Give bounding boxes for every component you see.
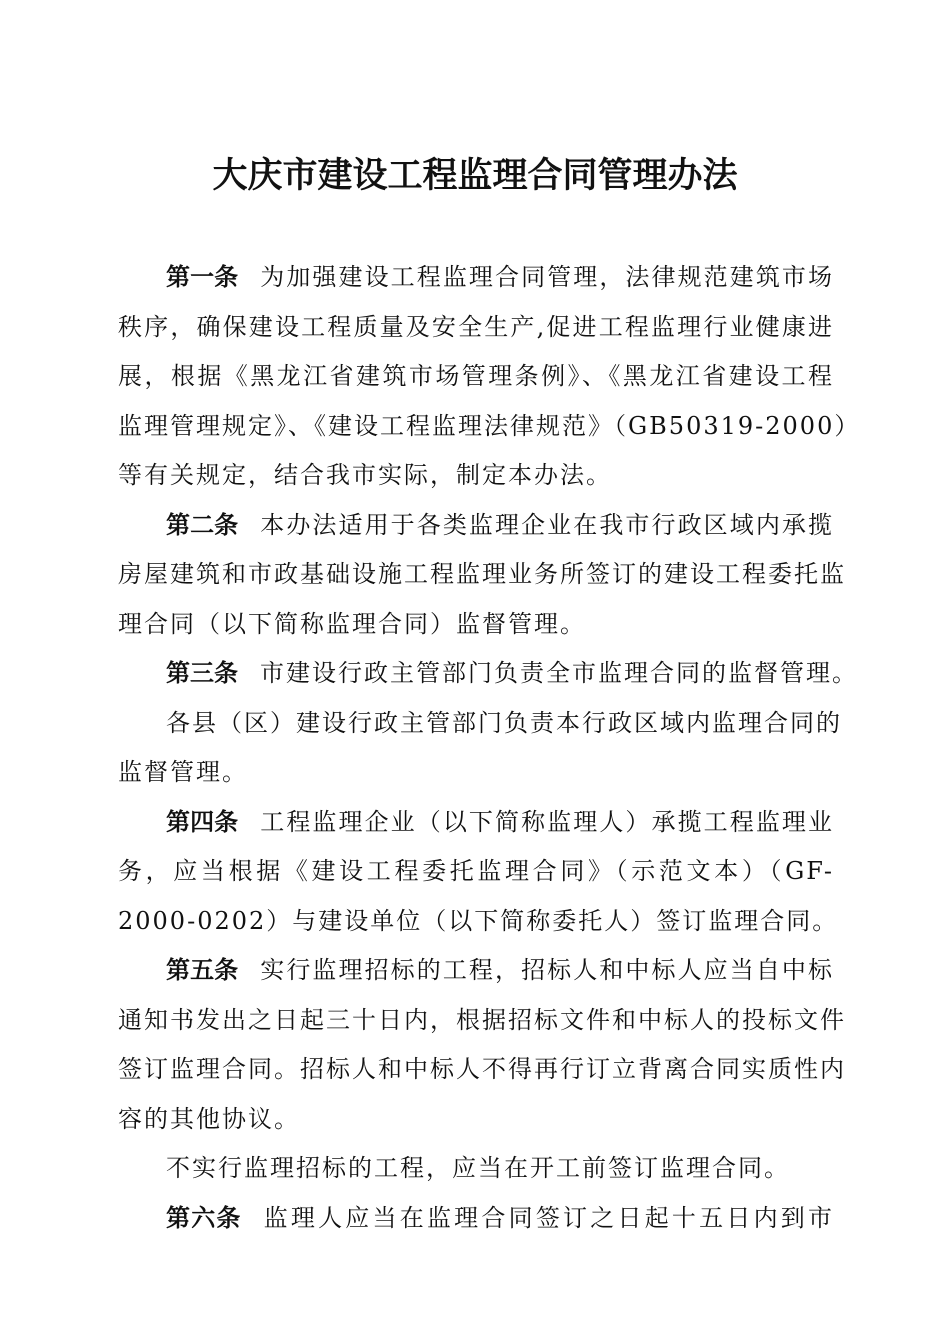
text-line	[118, 748, 834, 798]
article-heading: 第五条	[166, 956, 239, 984]
line-text: 本办法适用于各类监理企业在我市行政区域内承揽	[260, 510, 834, 539]
line-text: 不实行监理招标的工程，应当在开工前签订监理合同。	[166, 1154, 790, 1182]
document-body	[118, 253, 861, 1243]
text-line	[118, 996, 846, 1046]
line-text: 签订监理合同。招标人和中标人不得再行订立背离合同实质性内	[118, 1055, 846, 1083]
article-heading: 第二条	[166, 510, 239, 539]
line-text: 监理管理规定》、《建设工程监理法律规范》（GB50319-2000）	[118, 411, 861, 440]
article-heading: 第四条	[166, 807, 239, 836]
line-text: 等有关规定，结合我市实际，制定本办法。	[118, 461, 612, 489]
text-line	[118, 501, 834, 551]
text-line	[118, 1144, 834, 1194]
line-text: 2000-0202）与建设单位（以下简称委托人）签订监理合同。	[118, 906, 839, 935]
document-title: 大庆市建设工程监理合同管理办法	[212, 156, 738, 196]
line-text: 市建设行政主管部门负责全市监理合同的监督管理。	[260, 659, 858, 687]
line-text: 各县（区）建设行政主管部门负责本行政区域内监理合同的	[166, 708, 842, 737]
text-line	[118, 798, 834, 848]
text-line	[118, 303, 834, 353]
text-line	[118, 451, 834, 501]
text-line	[118, 352, 834, 402]
line-text: 容的其他协议。	[118, 1104, 300, 1133]
line-text: 通知书发出之日起三十日内，根据招标文件和中标人的投标文件	[118, 1005, 846, 1034]
text-line	[118, 600, 834, 650]
text-line	[118, 699, 842, 749]
line-text: 实行监理招标的工程，招标人和中标人应当自中标	[260, 956, 834, 984]
line-text: 秩序，确保建设工程质量及安全生产,促进工程监理行业健康进	[118, 312, 834, 341]
text-line	[118, 946, 834, 996]
line-text: 监理人应当在监理合同签订之日起十五日内到市	[263, 1203, 835, 1232]
text-line	[118, 847, 834, 897]
article-heading: 第一条	[166, 263, 239, 291]
text-line	[118, 550, 846, 600]
text-line	[118, 1095, 834, 1145]
text-line	[118, 253, 834, 303]
text-line	[118, 1194, 834, 1244]
article-heading: 第六条	[166, 1203, 242, 1232]
line-text: 务，应当根据《建设工程委托监理合同》（示范文本）（GF-	[118, 857, 834, 885]
text-line	[118, 1045, 846, 1095]
line-text: 为加强建设工程监理合同管理，法律规范建筑市场	[260, 263, 834, 291]
line-text: 展，根据《黑龙江省建筑市场管理条例》、《黑龙江省建设工程	[118, 362, 834, 390]
line-text: 监督管理。	[118, 758, 248, 786]
text-line	[118, 402, 861, 452]
line-text: 工程监理企业（以下简称监理人）承揽工程监理业	[260, 807, 834, 836]
line-text: 理合同（以下简称监理合同）监督管理。	[118, 609, 586, 638]
article-heading: 第三条	[166, 659, 238, 687]
line-text: 房屋建筑和市政基础设施工程监理业务所签订的建设工程委托监	[118, 560, 846, 588]
text-line	[118, 649, 858, 699]
text-line	[118, 897, 839, 947]
